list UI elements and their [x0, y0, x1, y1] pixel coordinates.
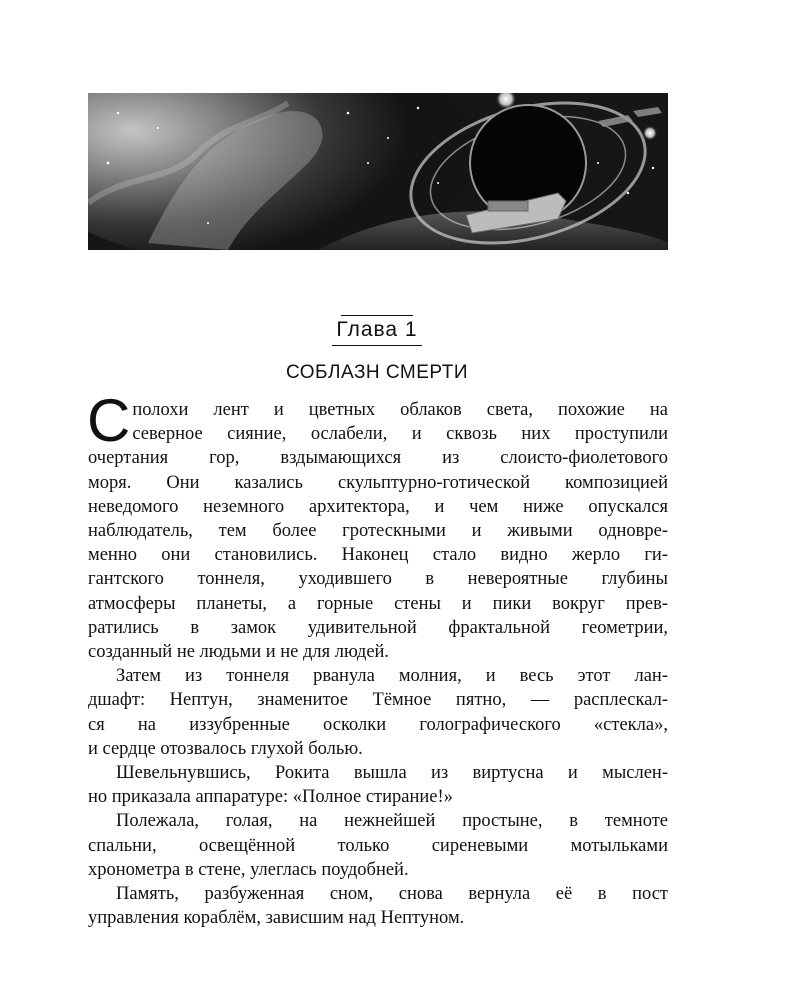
drop-cap: С: [87, 387, 131, 454]
text-line: очертания гор, вздымающихся из слоисто-фиолетового: [88, 448, 668, 469]
text-line: гантского тоннеля, уходившего в невероятные глубины: [88, 569, 668, 590]
text-line: наблюдатель, тем более гротескными и живыми одновре-: [88, 521, 668, 542]
paragraph-3: [88, 761, 668, 809]
text-line: дшафт: Нептун, знаменитое Тёмное пятно, — расплескал-: [88, 690, 668, 711]
space-illustration-icon: [88, 93, 668, 250]
chapter-body: [87, 387, 668, 930]
chapter-label-text: Глава 1: [332, 318, 421, 346]
text-line: ратились в замок удивительной фрактальной геометрии,: [88, 617, 668, 638]
text-line: Память, разбуженная сном, снова вернула её в пост: [116, 884, 668, 905]
paragraph-4: [88, 809, 668, 882]
text-line: Шевельнувшись, Рокита вышла из виртусна и мыслен-: [116, 763, 668, 784]
chapter-header-illustration: [88, 93, 668, 250]
text-line: Полежала, голая, на нежнейшей простыне, в темноте: [116, 811, 668, 832]
text-line: атмосферы планеты, а горные стены и пики вокруг прев-: [88, 593, 668, 614]
text-line: неведомого неземного архитектора, и чем ниже опускался: [88, 496, 668, 517]
chapter-top-rule: [341, 315, 413, 316]
text-line: спальни, освещённой только сиреневыми мотыльками: [88, 835, 668, 856]
text-line: управления кораблём, зависшим над Нептуном.: [88, 908, 465, 929]
text-line: и сердце отозвалось глухой болью.: [88, 738, 363, 759]
text-line: Затем из тоннеля рванула молния, и весь этот лан-: [116, 666, 668, 687]
paragraph-1: [87, 387, 668, 664]
text-line: но приказала аппаратуре: «Полное стирание!»: [88, 787, 453, 808]
text-line: менно они становились. Наконец стало видно жерло ги-: [88, 545, 668, 566]
text-line: хронометра в стене, улеглась поудобней.: [88, 859, 409, 880]
chapter-label: [0, 318, 754, 346]
text-line: полохи лент и цветных облаков света, похожие на: [132, 400, 668, 420]
chapter-title: СОБЛАЗН СМЕРТИ: [285, 362, 469, 383]
text-line: ся на иззубренные осколки голографического «стекла»,: [88, 714, 668, 735]
text-line: моря. Они казались скульптурно-готической композицией: [88, 472, 668, 493]
text-line: созданный не людьми и не для людей.: [88, 642, 390, 663]
paragraph-2: [88, 664, 668, 761]
paragraph-5: [88, 882, 668, 930]
text-line: северное сияние, ослабели, и сквозь них проступили: [132, 424, 668, 445]
